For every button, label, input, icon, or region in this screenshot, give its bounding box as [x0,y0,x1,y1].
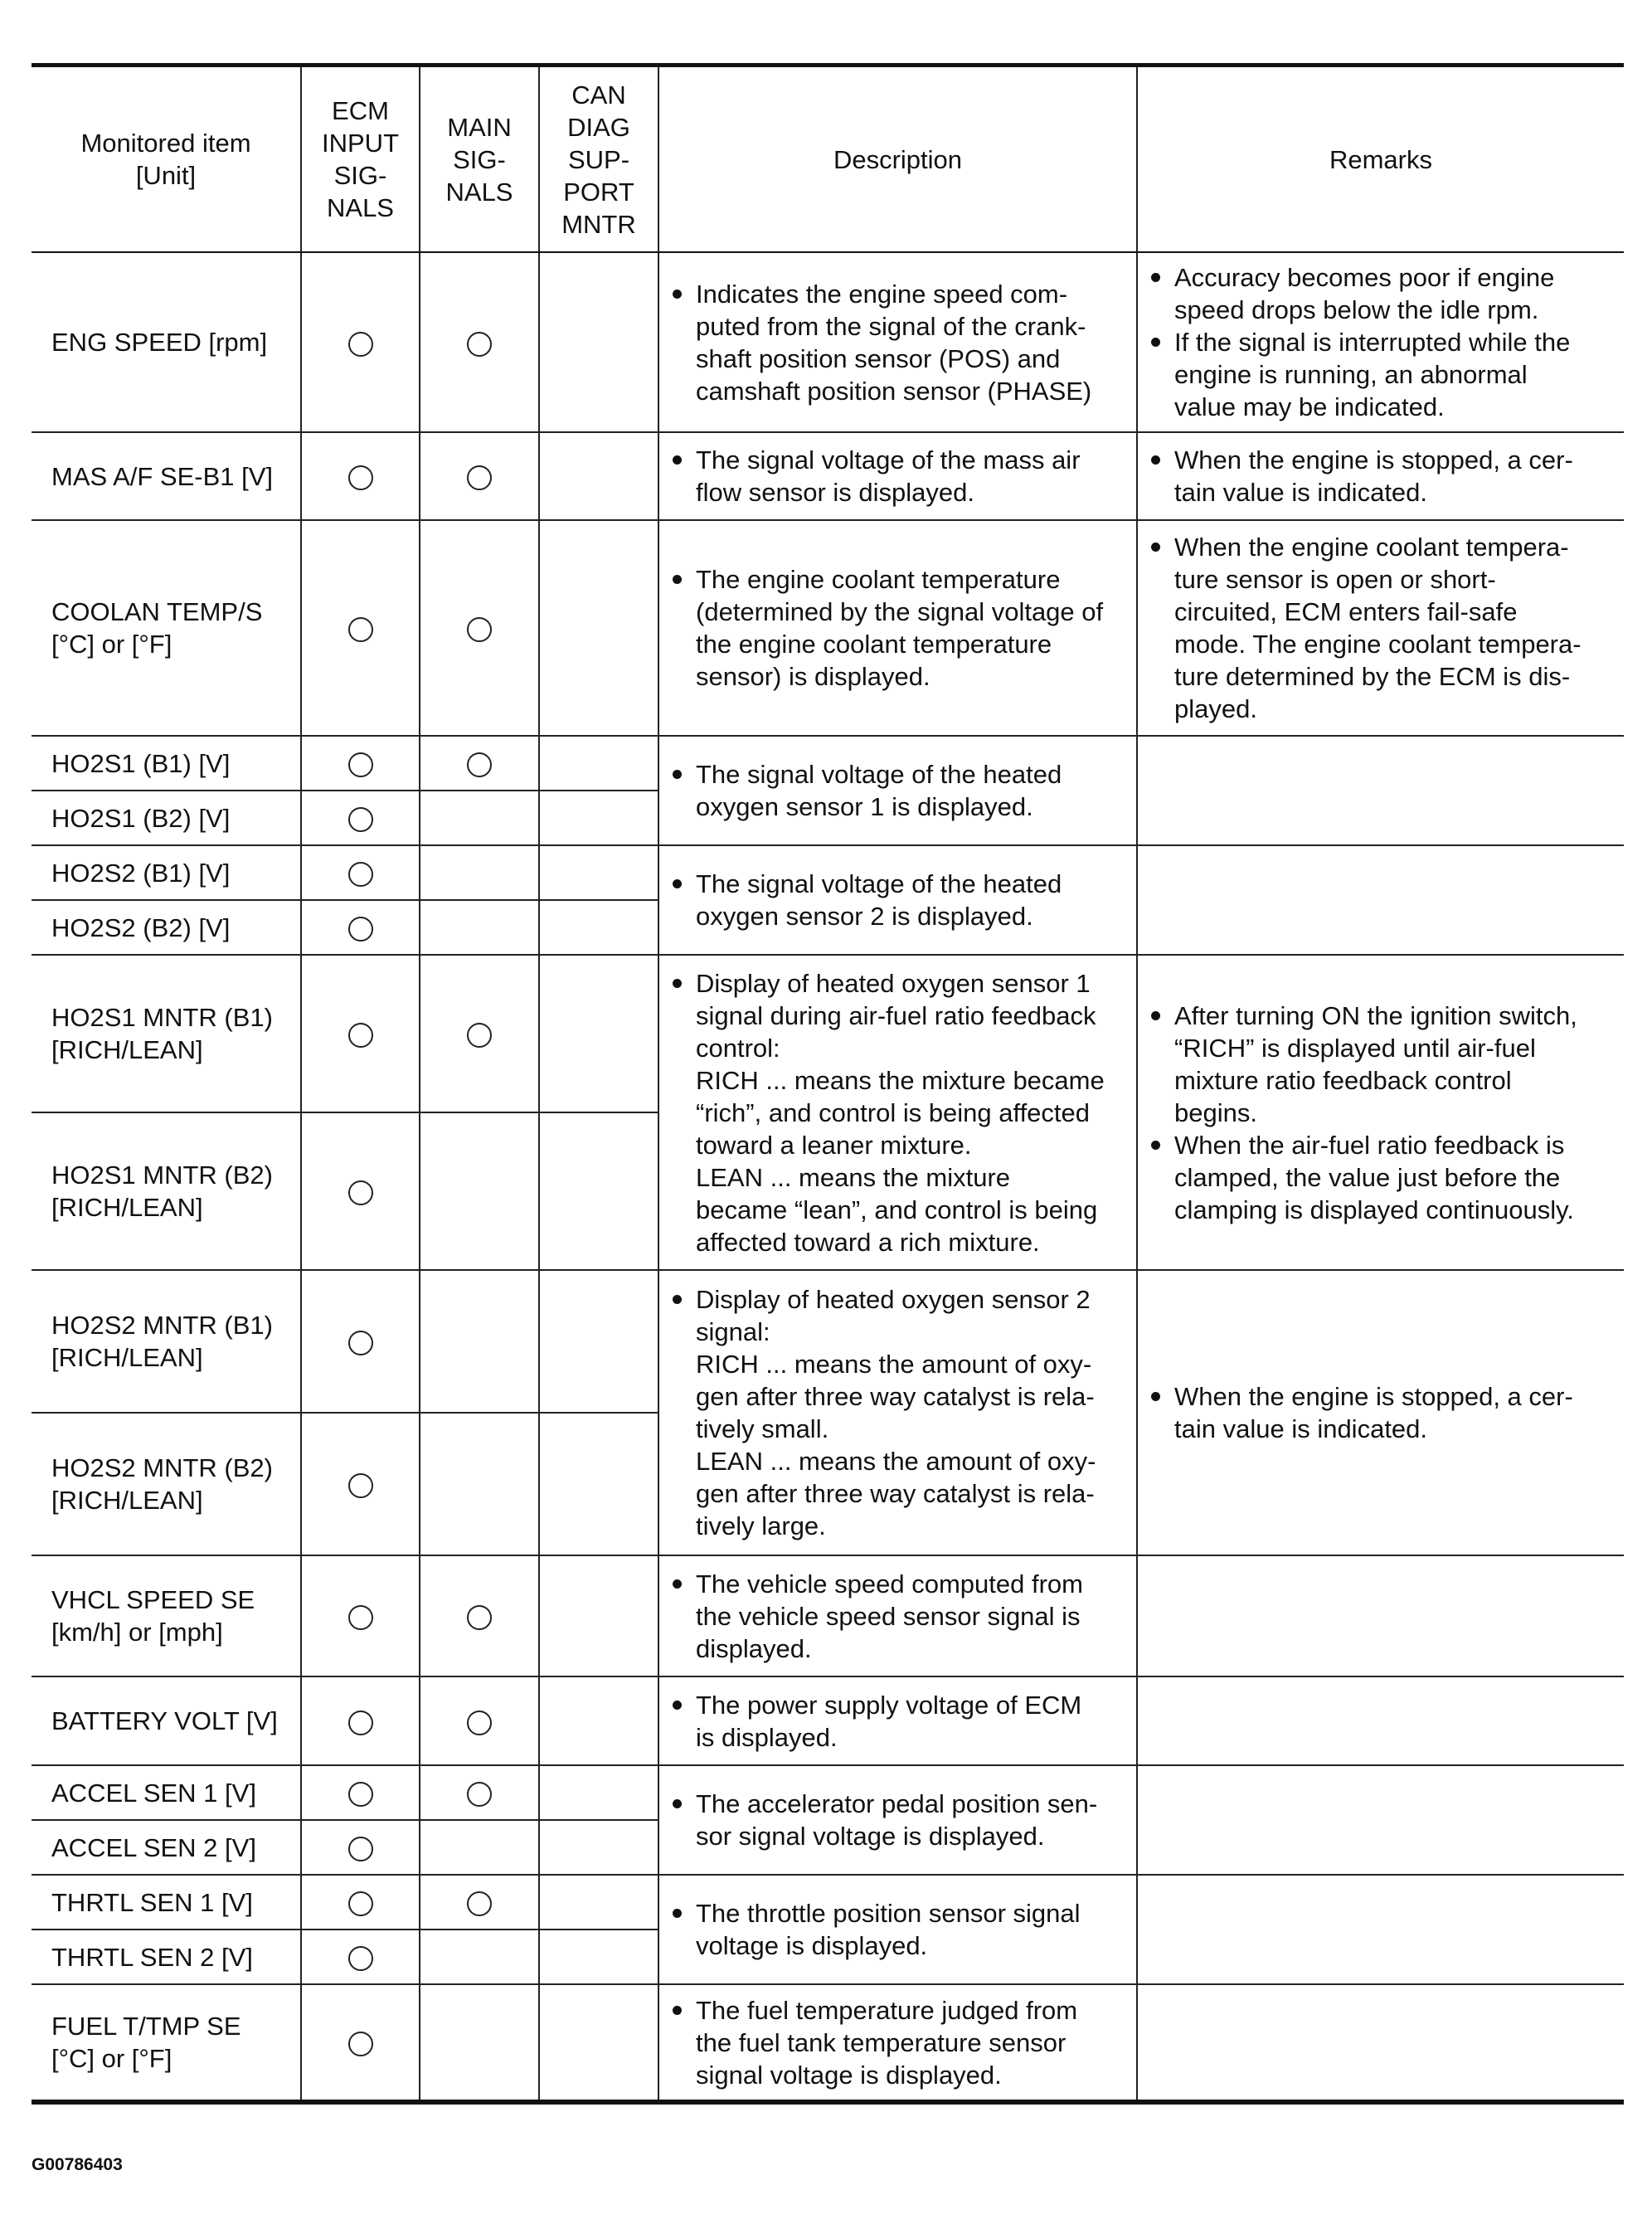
monitored-item-cell: HO2S1 (B1) [V] [32,736,301,791]
can-diag-mark [539,1765,658,1820]
table-row [32,1676,1624,1765]
circle-mark-icon [467,617,492,642]
main-signal-mark [420,1765,539,1820]
bullet-item: When the air-fuel ratio feedback is clamped, the value just before the clamping is displayed continuously. [1148,1129,1616,1226]
monitor-table-sheet [32,63,1624,2105]
circle-mark-icon [467,1710,492,1735]
circle-mark-icon [467,1023,492,1048]
monitored-item-cell: BATTERY VOLT [V] [32,1676,301,1765]
description-cell [658,736,1137,845]
table-row [32,736,1624,791]
description-cell [658,1676,1137,1765]
main-signal-mark [420,1555,539,1676]
circle-mark-icon [348,1837,373,1861]
can-diag-mark [539,252,658,432]
bullet-item: When the engine is stopped, a cer- tain value is indicated. [1148,1380,1616,1445]
monitored-item-cell: MAS A/F SE-B1 [V] [32,432,301,520]
main-signal-mark [420,1984,539,2102]
bullet-item: When the engine coolant tempera- ture sensor is open or short- circuited, ECM enters fail-safe mode. The engine coolant tempera- ture determined by the ECM is dis- played. [1148,531,1616,725]
monitored-item-cell: COOLAN TEMP/S [°C] or [°F] [32,520,301,736]
circle-mark-icon [348,1180,373,1205]
main-signal-mark [420,1112,539,1270]
remarks-cell [1137,845,1624,955]
ecm-input-mark [301,736,420,791]
header-remarks: Remarks [1137,66,1624,253]
bullet-item: The signal voltage of the heated oxygen sensor 2 is displayed. [669,868,1128,932]
table-row [32,1555,1624,1676]
can-diag-mark [539,845,658,900]
circle-mark-icon [348,862,373,887]
remarks-cell [1137,1555,1624,1676]
main-signal-mark [420,1413,539,1555]
ecm-input-mark [301,791,420,845]
ecm-input-mark [301,520,420,736]
main-signal-mark [420,1676,539,1765]
bullet-item: The fuel temperature judged from the fuel tank temperature sensor signal voltage is displayed. [669,1994,1128,2091]
monitored-item-cell: THRTL SEN 2 [V] [32,1929,301,1984]
remarks-cell [1137,520,1624,736]
main-signal-mark [420,252,539,432]
monitored-item-cell: FUEL T/TMP SE [°C] or [°F] [32,1984,301,2102]
monitored-item-cell: HO2S1 MNTR (B2) [RICH/LEAN] [32,1112,301,1270]
description-cell [658,520,1137,736]
circle-mark-icon [348,2032,373,2056]
ecm-input-mark [301,1413,420,1555]
bullet-item: Display of heated oxygen sensor 2 signal: RICH ... means the amount of oxy- gen after three way catalyst is rela- tively small. LEAN ... means the amount of oxy- gen after three way catalyst is rela- tively large. [669,1283,1128,1542]
circle-mark-icon [348,917,373,942]
can-diag-mark [539,1270,658,1413]
can-diag-mark [539,1984,658,2102]
can-diag-mark [539,1820,658,1875]
ecm-input-mark [301,1676,420,1765]
remarks-cell [1137,252,1624,432]
circle-mark-icon [467,1891,492,1916]
description-cell [658,1555,1137,1676]
bullet-item: The vehicle speed computed from the vehicle speed sensor signal is displayed. [669,1568,1128,1665]
can-diag-mark [539,1555,658,1676]
can-diag-mark [539,520,658,736]
can-diag-mark [539,1112,658,1270]
circle-mark-icon [348,1331,373,1355]
ecm-input-mark [301,955,420,1112]
bullet-item: The power supply voltage of ECM is displayed. [669,1689,1128,1754]
can-diag-mark [539,432,658,520]
ecm-input-mark [301,252,420,432]
monitored-item-cell: ENG SPEED [rpm] [32,252,301,432]
bullet-item: The throttle position sensor signal voltage is displayed. [669,1897,1128,1962]
remarks-cell [1137,1984,1624,2102]
circle-mark-icon [348,465,373,490]
description-cell [658,1984,1137,2102]
circle-mark-icon [467,1605,492,1630]
bullet-item: When the engine is stopped, a cer- tain value is indicated. [1148,444,1616,509]
circle-mark-icon [467,332,492,357]
main-signal-mark [420,791,539,845]
ecm-input-mark [301,1984,420,2102]
description-cell [658,955,1137,1270]
circle-mark-icon [348,332,373,357]
monitored-item-cell: THRTL SEN 1 [V] [32,1875,301,1929]
main-signal-mark [420,845,539,900]
header-ecm-input-signals: ECM INPUT SIG- NALS [301,66,420,253]
bullet-item: Indicates the engine speed com- puted from the signal of the crank- shaft position sensor (POS) and camshaft position sensor (PHASE) [669,278,1128,407]
circle-mark-icon [348,617,373,642]
bullet-item: The signal voltage of the mass air flow sensor is displayed. [669,444,1128,509]
description-cell [658,432,1137,520]
circle-mark-icon [348,752,373,777]
monitored-item-cell: HO2S2 (B1) [V] [32,845,301,900]
can-diag-mark [539,1929,658,1984]
table-row [32,520,1624,736]
ecm-input-mark [301,1875,420,1929]
main-signal-mark [420,1820,539,1875]
bullet-item: Accuracy becomes poor if engine speed drops below the idle rpm. [1148,261,1616,326]
monitor-item-table [32,63,1624,2105]
monitored-item-cell: HO2S1 MNTR (B1) [RICH/LEAN] [32,955,301,1112]
ecm-input-mark [301,1270,420,1413]
table-header-row [32,66,1624,253]
ecm-input-mark [301,900,420,955]
circle-mark-icon [467,752,492,777]
remarks-cell [1137,955,1624,1270]
table-row [32,1270,1624,1413]
can-diag-mark [539,736,658,791]
can-diag-mark [539,791,658,845]
bullet-item: The signal voltage of the heated oxygen sensor 1 is displayed. [669,758,1128,823]
circle-mark-icon [467,1782,492,1807]
ecm-input-mark [301,1929,420,1984]
monitored-item-cell: HO2S2 MNTR (B2) [RICH/LEAN] [32,1413,301,1555]
table-row [32,955,1624,1112]
main-signal-mark [420,1875,539,1929]
circle-mark-icon [348,1473,373,1498]
ecm-input-mark [301,845,420,900]
ecm-input-mark [301,1555,420,1676]
circle-mark-icon [348,1946,373,1971]
circle-mark-icon [348,1782,373,1807]
can-diag-mark [539,1676,658,1765]
circle-mark-icon [348,807,373,832]
bullet-item: Display of heated oxygen sensor 1 signal during air-fuel ratio feedback control: RICH ... means the mixture became “rich”, and control is being affected toward a leaner mixture. LEAN ... means the mixture became “lean”, and control is being affected toward a rich mixture. [669,967,1128,1258]
monitored-item-cell: HO2S1 (B2) [V] [32,791,301,845]
remarks-cell [1137,736,1624,845]
description-cell [658,1270,1137,1555]
monitored-item-cell: ACCEL SEN 1 [V] [32,1765,301,1820]
monitored-item-cell: HO2S2 (B2) [V] [32,900,301,955]
remarks-cell [1137,432,1624,520]
remarks-cell [1137,1765,1624,1875]
description-cell [658,1765,1137,1875]
description-cell [658,252,1137,432]
main-signal-mark [420,900,539,955]
can-diag-mark [539,900,658,955]
monitored-item-cell: ACCEL SEN 2 [V] [32,1820,301,1875]
figure-code: G00786403 [32,2155,123,2174]
table-row [32,1765,1624,1820]
table-row [32,845,1624,900]
bullet-item: After turning ON the ignition switch, “RICH” is displayed until air-fuel mixture ratio feedback control begins. [1148,1000,1616,1129]
ecm-input-mark [301,1765,420,1820]
header-monitored-item: Monitored item [Unit] [32,66,301,253]
can-diag-mark [539,955,658,1112]
bullet-item: The accelerator pedal position sen- sor signal voltage is displayed. [669,1788,1128,1852]
circle-mark-icon [467,465,492,490]
table-row [32,1984,1624,2102]
remarks-cell [1137,1875,1624,1984]
main-signal-mark [420,736,539,791]
ecm-input-mark [301,432,420,520]
remarks-cell [1137,1676,1624,1765]
can-diag-mark [539,1413,658,1555]
header-main-signals: MAIN SIG- NALS [420,66,539,253]
circle-mark-icon [348,1605,373,1630]
can-diag-mark [539,1875,658,1929]
table-row [32,1875,1624,1929]
bullet-item: If the signal is interrupted while the engine is running, an abnormal value may be indicated. [1148,326,1616,423]
remarks-cell [1137,1270,1624,1555]
table-row [32,252,1624,432]
circle-mark-icon [348,1023,373,1048]
circle-mark-icon [348,1710,373,1735]
bullet-item: The engine coolant temperature (determined by the signal voltage of the engine coolant temperature sensor) is displayed. [669,563,1128,693]
main-signal-mark [420,1929,539,1984]
table-row [32,432,1624,520]
ecm-input-mark [301,1112,420,1270]
circle-mark-icon [348,1891,373,1916]
monitored-item-cell: VHCL SPEED SE [km/h] or [mph] [32,1555,301,1676]
monitored-item-cell: HO2S2 MNTR (B1) [RICH/LEAN] [32,1270,301,1413]
description-cell [658,1875,1137,1984]
main-signal-mark [420,432,539,520]
main-signal-mark [420,955,539,1112]
description-cell [658,845,1137,955]
header-description: Description [658,66,1137,253]
header-can-diag-support-mntr: CAN DIAG SUP- PORT MNTR [539,66,658,253]
main-signal-mark [420,520,539,736]
ecm-input-mark [301,1820,420,1875]
main-signal-mark [420,1270,539,1413]
